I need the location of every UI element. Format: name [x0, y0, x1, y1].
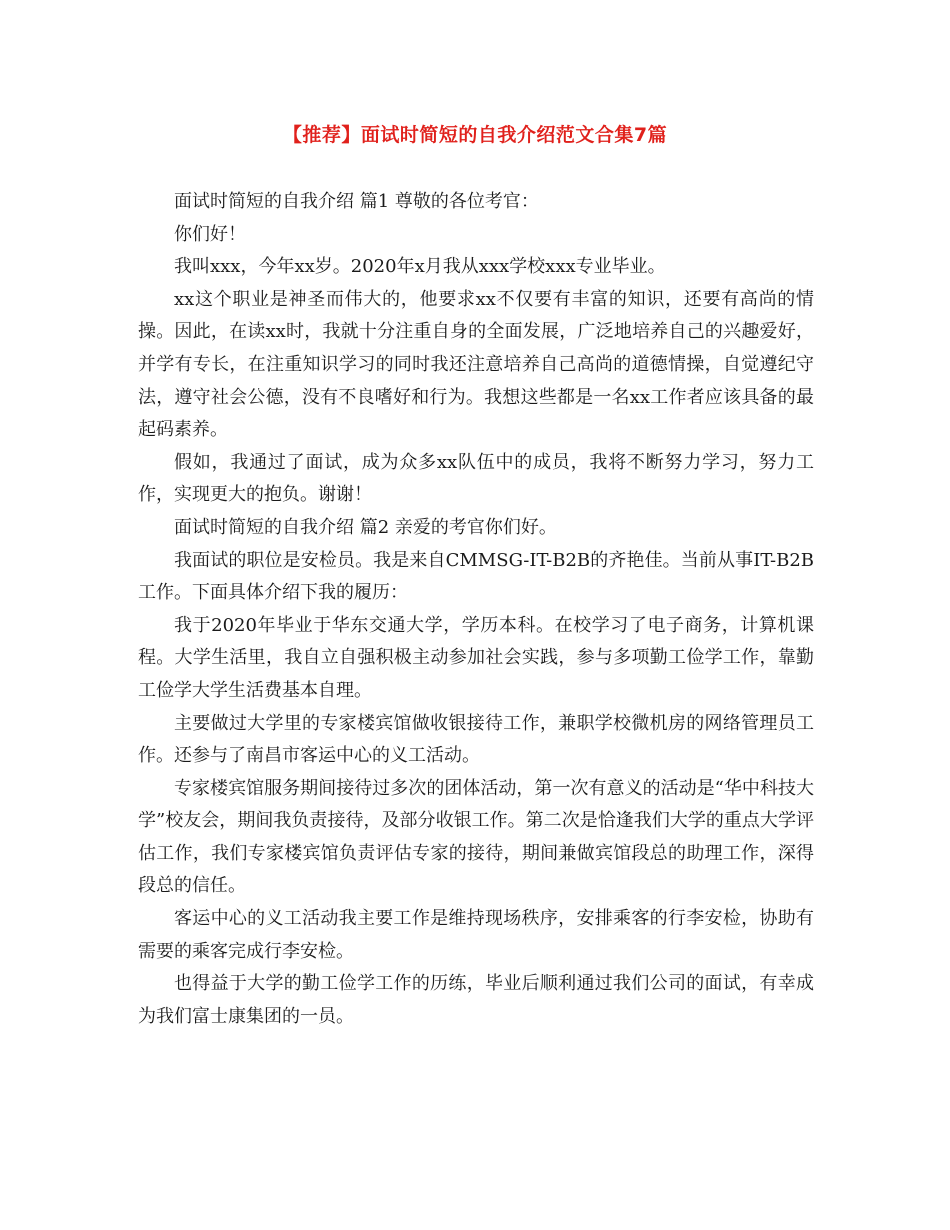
document-title: 【推荐】面试时简短的自我介绍范文合集7篇 — [282, 124, 668, 146]
paragraph: 主要做过大学里的专家楼宾馆做收银接待工作，兼职学校微机房的网络管理员工作。还参与了南昌市客运中心的义工活动。 — [138, 712, 814, 767]
document-body — [138, 186, 814, 1033]
paragraph: 面试时简短的自我介绍 篇2 亲爱的考官你们好。 — [174, 516, 557, 538]
paragraph: 专家楼宾馆服务期间接待过多次的团体活动，第一次有意义的活动是“华中科技大学”校友会，期间我负责接待，及部分收银工作。第二次是恰逢我们大学的重点大学评估工作，我们专家楼宾馆负责评估专家的接待，期间兼做宾馆段总的助理工作，深得段总的信任。 — [138, 777, 814, 897]
paragraph: 我叫xxx，今年xx岁。2020年x月我从xxx学校xxx专业毕业。 — [174, 256, 666, 278]
paragraph: 客运中心的义工活动我主要工作是维持现场秩序，安排乘客的行李安检，协助有需要的乘客完成行李安检。 — [138, 908, 814, 962]
paragraph: 也得益于大学的勤工俭学工作的历练，毕业后顺利通过我们公司的面试，有幸成为我们富士康集团的一员。 — [138, 973, 814, 1027]
paragraph: xx这个职业是神圣而伟大的，他要求xx不仅要有丰富的知识，还要有高尚的情操。因此，在读xx时，我就十分注重自身的全面发展，广泛地培养自己的兴趣爱好，并学有专长，在注重知识学习的同时我还注意培养自己高尚的道德情操，自觉遵纪守法，遵守社会公德，没有不良嗜好和行为。我想这些都是一名xx工作者应该具备的最起码素养。 — [138, 288, 814, 441]
paragraph: 你们好！ — [174, 223, 246, 245]
paragraph: 我面试的职位是安检员。我是来自CMMSG-IT-B2B的齐艳佳。当前从事IT-B2B工作。下面具体介绍下我的履历： — [138, 549, 814, 604]
paragraph: 假如，我通过了面试，成为众多xx队伍中的成员，我将不断努力学习，努力工作，实现更大的抱负。谢谢！ — [138, 451, 814, 506]
paragraph: 我于2020年毕业于华东交通大学，学历本科。在校学习了电子商务，计算机课程。大学生活里，我自立自强积极主动参加社会实践，参与多项勤工俭学工作，靠勤工俭学大学生活费基本自理。 — [138, 614, 814, 701]
paragraph: 面试时简短的自我介绍 篇1 尊敬的各位考官： — [174, 191, 539, 212]
